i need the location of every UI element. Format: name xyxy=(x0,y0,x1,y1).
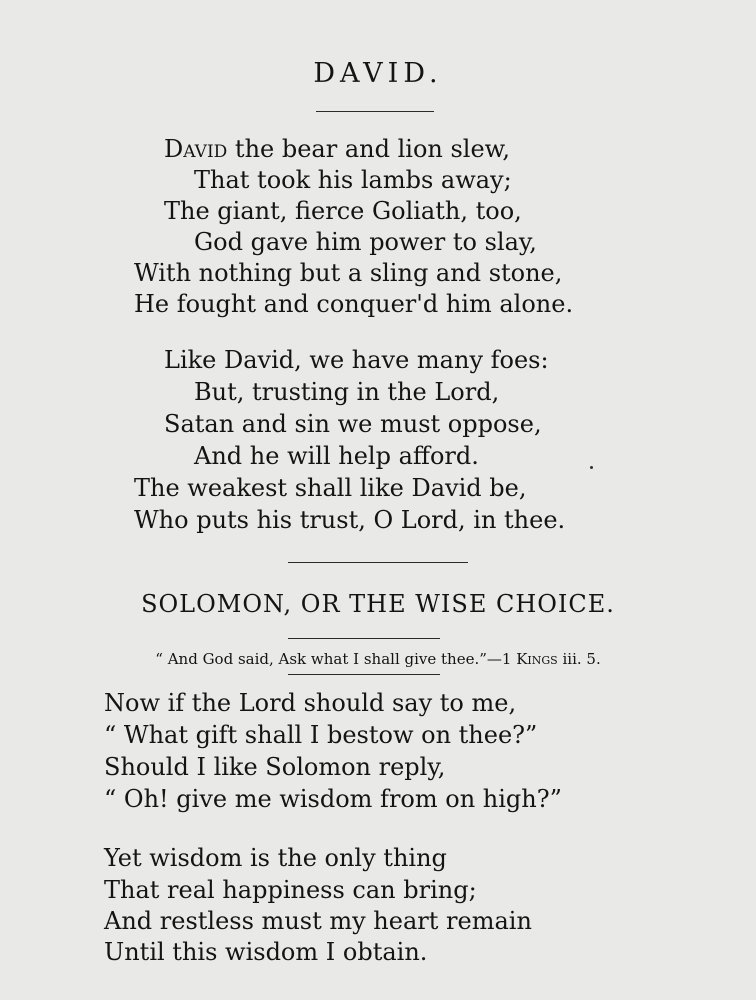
epigraph-rule-bottom xyxy=(288,674,440,675)
poem-line: Until this wisdom I obtain. xyxy=(104,938,428,966)
poem-line: The giant, fierce Goliath, too, xyxy=(164,197,522,225)
section-divider-rule xyxy=(288,562,468,563)
epigraph xyxy=(0,650,756,668)
poem-line: He fought and conquer'd him alone. xyxy=(134,290,574,318)
drop-word: David xyxy=(164,135,228,163)
poem-line: Who puts his trust, O Lord, in thee. xyxy=(134,506,566,534)
poem-line: Now if the Lord should say to me, xyxy=(104,689,517,717)
poem-line: And restless must my heart remain xyxy=(104,907,532,935)
epigraph-rule-top xyxy=(288,638,440,639)
poem-line: With nothing but a sling and stone, xyxy=(134,259,563,287)
poem-line: Should I like Solomon reply, xyxy=(104,753,446,781)
poem-line: And he will help afford. xyxy=(194,442,479,470)
epigraph-quote: “ And God said, Ask what I shall give thee.”—1 xyxy=(155,650,517,668)
ink-speck xyxy=(590,466,593,469)
poem-line: God gave him power to slay, xyxy=(194,228,537,256)
poem-line: Like David, we have many foes: xyxy=(164,346,549,374)
poem-line-text: the bear and lion slew, xyxy=(227,135,510,163)
epigraph-book: Kings xyxy=(516,650,558,668)
poem-line: Satan and sin we must oppose, xyxy=(164,410,542,438)
epigraph-verse: iii. 5. xyxy=(557,650,601,668)
poem-line: That real happiness can bring; xyxy=(104,876,477,904)
poem-line: The weakest shall like David be, xyxy=(134,474,527,502)
poem-line: “ Oh! give me wisdom from on high?” xyxy=(104,785,562,813)
poem-line: That took his lambs away; xyxy=(194,166,512,194)
poem-line xyxy=(164,134,510,164)
poem-line: Yet wisdom is the only thing xyxy=(104,844,447,872)
poem-title-david: DAVID. xyxy=(313,58,443,89)
title-underline-rule xyxy=(316,111,434,112)
poem-title-solomon: SOLOMON, OR THE WISE CHOICE. xyxy=(141,590,615,618)
poem-line: But, trusting in the Lord, xyxy=(194,378,500,406)
poem-line: “ What gift shall I bestow on thee?” xyxy=(104,721,538,749)
